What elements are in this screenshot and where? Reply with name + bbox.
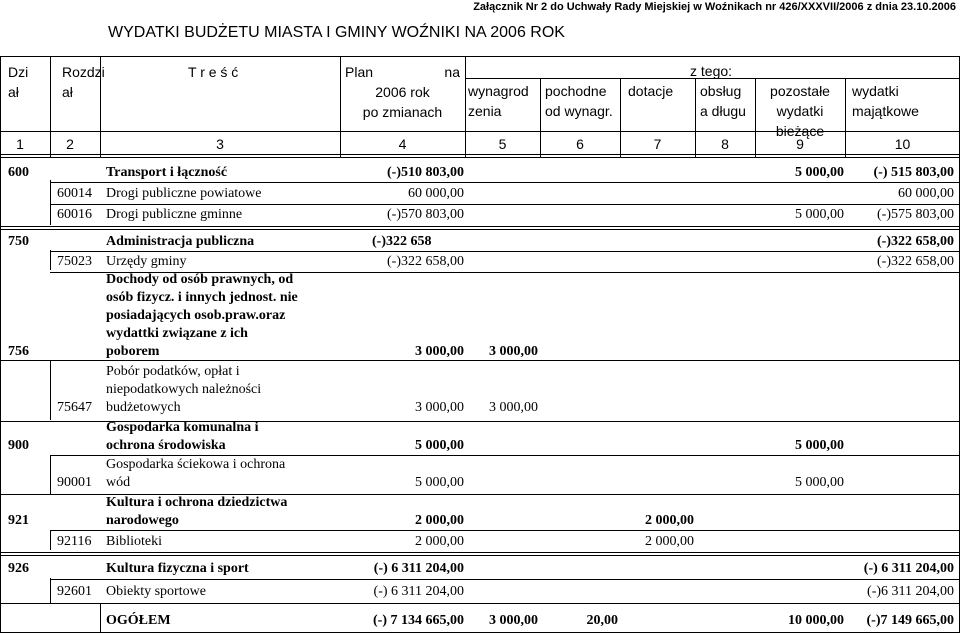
annex-note: Załącznik Nr 2 do Uchwały Rady Miejskiej w Woźnikach nr 426/XXXVII/2006 z dnia 23.10.2006 <box>473 1 956 13</box>
header-rozdzial: Rozdzi ał <box>62 64 105 100</box>
header-majatkowe: wydatki majątkowe <box>852 83 919 119</box>
header-tresc: T r e ś ć <box>188 64 239 80</box>
header-wynagrodzenia: wynagrod zenia <box>468 83 529 119</box>
header-plan: Plan na 2006 rok po zmianach <box>345 64 460 120</box>
header-z-tego: z tego: <box>690 63 733 79</box>
header-dzial: Dzi ał <box>8 64 29 100</box>
header-obsluga-dlugu: obsług a długu <box>700 83 746 119</box>
header-pochodne: pochodne od wynagr. <box>545 83 613 119</box>
page-title: WYDATKI BUDŻETU MIASTA I GMINY WOŹNIKI NA 2006 ROK <box>108 24 565 41</box>
header-pozostale: pozostałe wydatki bieżące <box>770 83 830 139</box>
header-dotacje: dotacje <box>628 83 674 99</box>
